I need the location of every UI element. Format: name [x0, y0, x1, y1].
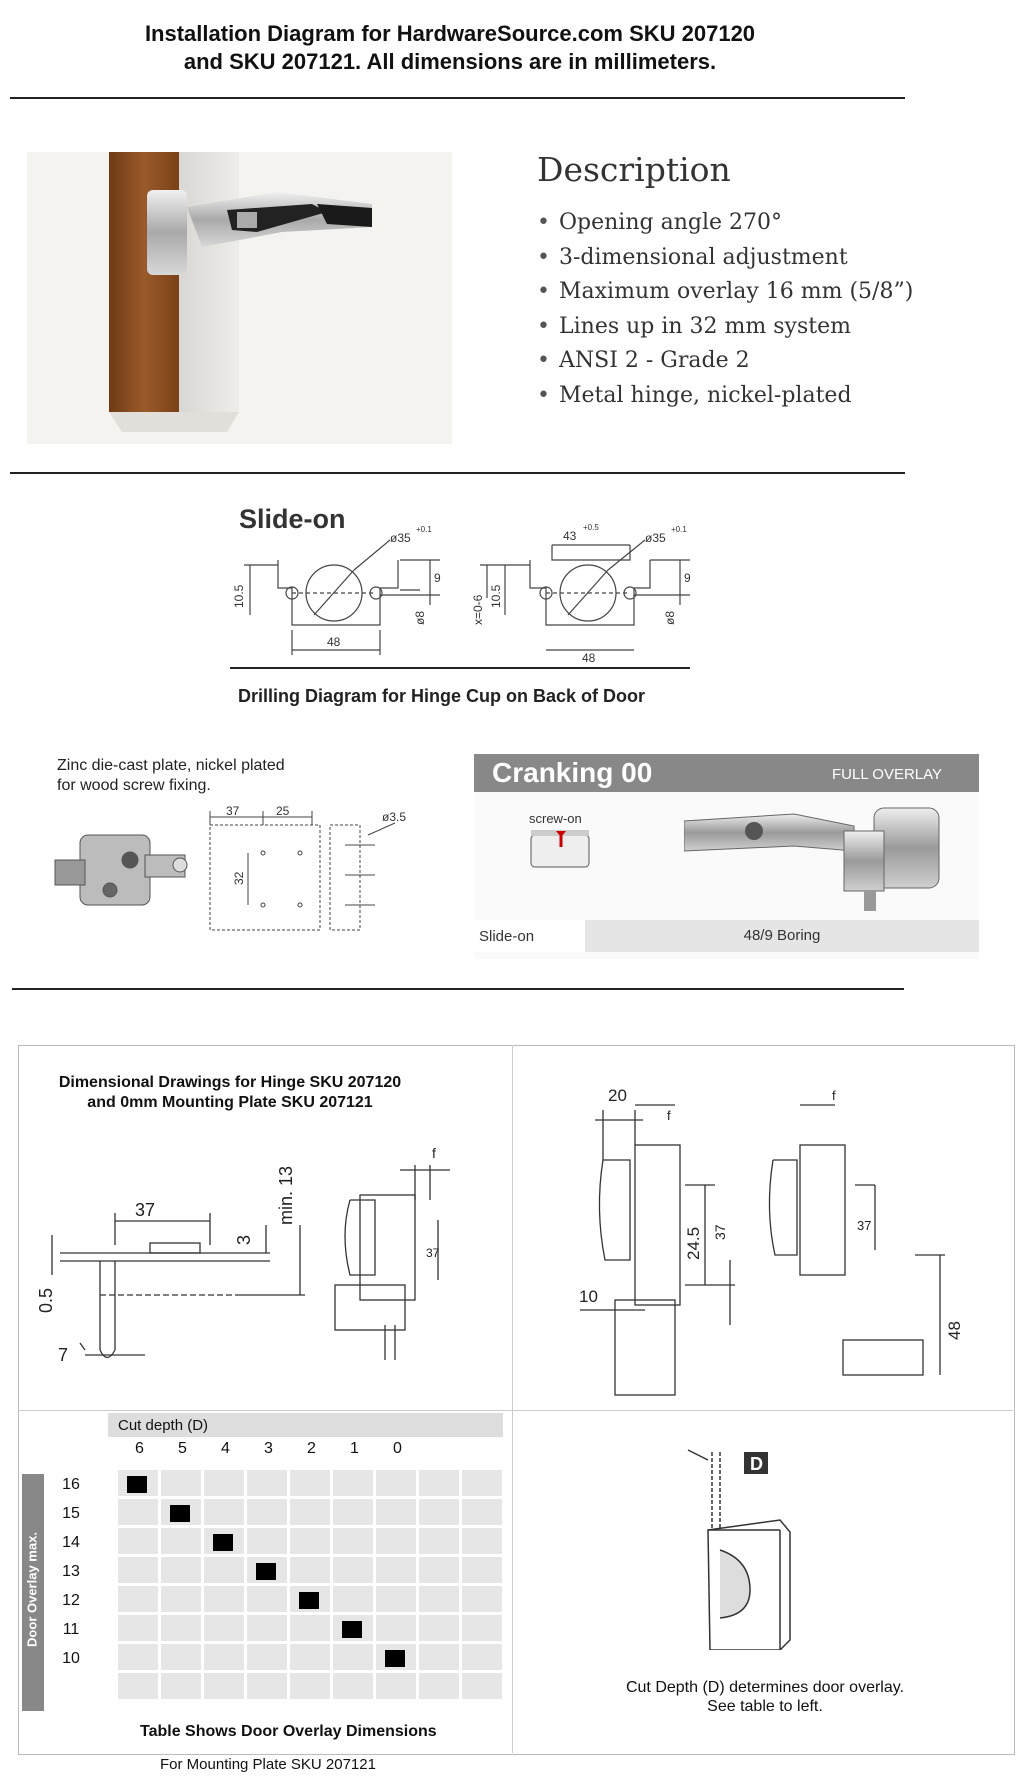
- dim-label: 7: [58, 1345, 69, 1365]
- dim-label: 24.5: [684, 1226, 703, 1260]
- dim-label: ø35: [390, 531, 411, 545]
- dim-label: 0.5: [36, 1287, 56, 1313]
- table-cell: [333, 1586, 373, 1612]
- table-cell: [376, 1499, 416, 1525]
- cut-depth-caption-1: Cut Depth (D) determines door overlay.: [625, 1679, 905, 1696]
- list-item: • Maximum overlay 16 mm (5/8”): [537, 275, 937, 310]
- cranking-header: [474, 754, 979, 792]
- dim-label: +0.1: [671, 525, 687, 534]
- table-cell: [419, 1499, 459, 1525]
- divider: [12, 988, 904, 990]
- plate-dimension-drawing: [30, 1125, 500, 1375]
- table-col-label: 6: [135, 1440, 144, 1457]
- table-caption: Table Shows Door Overlay Dimensions: [140, 1723, 437, 1740]
- dim-label: x=0-6: [471, 594, 485, 625]
- dim-label: 48: [582, 651, 596, 665]
- table-cell: [462, 1557, 502, 1583]
- table-cell: [118, 1615, 158, 1641]
- cut-depth-table: [62, 1440, 503, 1712]
- dim-label: 48: [945, 1321, 964, 1340]
- table-cell: [118, 1644, 158, 1670]
- table-cell: [333, 1615, 373, 1641]
- table-col-label: 3: [264, 1440, 273, 1457]
- dim-label: 48: [327, 635, 341, 649]
- table-cell: [333, 1644, 373, 1670]
- table-col-label: 4: [221, 1440, 230, 1457]
- table-col-header: Cut depth (D): [118, 1417, 209, 1434]
- table-cell: [204, 1470, 244, 1496]
- boring-label: 48/9 Boring: [585, 920, 979, 952]
- table-col-label: 5: [178, 1440, 187, 1457]
- table-cell: [161, 1499, 201, 1525]
- divider: [10, 97, 905, 99]
- table-cell: [290, 1615, 330, 1641]
- cut-depth-caption-2: See table to left.: [707, 1698, 823, 1715]
- table-cell: [204, 1673, 244, 1699]
- table-cell: [462, 1644, 502, 1670]
- table-cell: [290, 1528, 330, 1554]
- table-cell: [247, 1644, 287, 1670]
- table-marker: [299, 1592, 319, 1609]
- slide-on-label: Slide-on: [479, 928, 535, 945]
- dim-label: min. 13: [276, 1165, 296, 1225]
- table-cell: [462, 1615, 502, 1641]
- dimensional-title-2: and 0mm Mounting Plate SKU 207121: [87, 1094, 373, 1111]
- table-cell: [118, 1499, 158, 1525]
- table-cell: [204, 1644, 244, 1670]
- list-item: • 3-dimensional adjustment: [537, 241, 937, 276]
- dimensional-title-1: Dimensional Drawings for Hinge SKU 207120: [58, 1074, 402, 1091]
- table-marker: [385, 1650, 405, 1667]
- table-cell: [462, 1673, 502, 1699]
- table-cell: [376, 1557, 416, 1583]
- cut-depth-d-label: D: [750, 1454, 763, 1474]
- list-item: • Opening angle 270°: [537, 206, 937, 241]
- slide-on-title: Slide-on: [239, 504, 346, 534]
- screw-on-icon: [530, 829, 592, 869]
- table-cell: [204, 1557, 244, 1583]
- dim-label: 37: [712, 1224, 728, 1240]
- dim-label: 37: [426, 1246, 440, 1260]
- table-cell: [290, 1673, 330, 1699]
- table-cell: [204, 1528, 244, 1554]
- table-row-header: Door Overlay max.: [24, 1532, 40, 1647]
- table-cell: [161, 1528, 201, 1554]
- dim-label: f: [667, 1108, 671, 1123]
- table-cell: [376, 1586, 416, 1612]
- plate-text-2: for wood screw fixing.: [57, 777, 211, 794]
- drilling-diagram: [230, 510, 710, 670]
- table-cell: [333, 1470, 373, 1496]
- divider: [10, 472, 905, 474]
- hinge-dimension-drawing: [575, 1070, 975, 1405]
- list-item: • Lines up in 32 mm system: [537, 310, 937, 345]
- hinge-arm-image: [684, 796, 954, 916]
- cut-depth-illustration: [680, 1440, 830, 1650]
- table-cell: [161, 1673, 201, 1699]
- table-cell: [161, 1557, 201, 1583]
- table-cell: [419, 1557, 459, 1583]
- table-cell: [419, 1615, 459, 1641]
- table-marker: [256, 1563, 276, 1580]
- table-row-label: 13: [62, 1563, 80, 1580]
- table-marker: [342, 1621, 362, 1638]
- header-line-1: Installation Diagram for HardwareSource.com SKU 207120: [144, 21, 756, 46]
- dim-label: f: [832, 1088, 836, 1103]
- table-cell: [161, 1644, 201, 1670]
- table-cell: [462, 1528, 502, 1554]
- table-cell: [376, 1644, 416, 1670]
- table-cell: [247, 1470, 287, 1496]
- table-cell: [419, 1644, 459, 1670]
- description-list: [537, 206, 937, 413]
- table-cell: [419, 1673, 459, 1699]
- header-line-2: and SKU 207121. All dimensions are in millimeters.: [183, 49, 717, 74]
- table-cell: [376, 1528, 416, 1554]
- dim-label: 37: [226, 805, 240, 818]
- hinge-photo: [27, 152, 452, 444]
- table-cell: [118, 1528, 158, 1554]
- footer-note: For Mounting Plate SKU 207121: [160, 1756, 376, 1773]
- dim-label: +0.1: [416, 525, 432, 534]
- dim-label: 9: [434, 571, 441, 585]
- table-cell: [333, 1528, 373, 1554]
- drilling-caption: Drilling Diagram for Hinge Cup on Back of Door: [238, 686, 646, 706]
- plate-text-1: Zinc die-cast plate, nickel plated: [57, 757, 285, 774]
- dim-label: ø8: [413, 610, 427, 625]
- table-cell: [247, 1615, 287, 1641]
- page-header: [0, 20, 900, 76]
- table-cell: [161, 1470, 201, 1496]
- dimensional-title: [34, 1073, 426, 1113]
- dim-label: ø35: [645, 531, 666, 545]
- plate-description: [57, 756, 285, 796]
- dim-label: 3: [234, 1234, 254, 1245]
- table-cell: [161, 1615, 201, 1641]
- cranking-title: Cranking 00: [492, 757, 653, 788]
- table-cell: [462, 1586, 502, 1612]
- list-item: • Metal hinge, nickel-plated: [537, 379, 937, 414]
- table-cell: [118, 1586, 158, 1612]
- table-marker: [170, 1505, 190, 1522]
- table-cell: [204, 1499, 244, 1525]
- table-cell: [333, 1673, 373, 1699]
- dim-label: 32: [232, 871, 246, 885]
- dim-label: +0.5: [583, 523, 599, 532]
- table-cell: [419, 1528, 459, 1554]
- dim-label: ø3.5: [382, 810, 407, 824]
- table-cell: [462, 1470, 502, 1496]
- table-marker: [127, 1476, 147, 1493]
- table-cell: [118, 1673, 158, 1699]
- dim-label: 9: [684, 571, 691, 585]
- dim-label: 43: [563, 529, 577, 543]
- cranking-panel: [474, 754, 979, 959]
- dim-label: 37: [857, 1218, 872, 1233]
- table-cell: [462, 1499, 502, 1525]
- table-cell: [161, 1586, 201, 1612]
- table-cell: [333, 1499, 373, 1525]
- table-row-label: 16: [62, 1476, 80, 1493]
- table-cell: [247, 1586, 287, 1612]
- table-col-label: 0: [393, 1440, 402, 1457]
- cranking-subtitle: FULL OVERLAY: [832, 766, 943, 783]
- table-row-label: 15: [62, 1505, 80, 1522]
- cut-depth-caption: [600, 1678, 930, 1716]
- table-row-label: 12: [62, 1592, 80, 1609]
- table-cell: [204, 1586, 244, 1612]
- table-cell: [419, 1586, 459, 1612]
- list-item: • ANSI 2 - Grade 2: [537, 344, 937, 379]
- dim-label: 10.5: [232, 584, 246, 608]
- dim-label: 25: [276, 805, 290, 818]
- table-cell: [419, 1470, 459, 1496]
- dim-label: 20: [608, 1086, 627, 1105]
- table-row-label: 11: [62, 1621, 80, 1638]
- dim-label: f: [432, 1145, 436, 1161]
- table-cell: [247, 1673, 287, 1699]
- table-col-label: 2: [307, 1440, 316, 1457]
- table-cell: [290, 1644, 330, 1670]
- table-cell: [247, 1557, 287, 1583]
- dim-label: 10.5: [489, 584, 503, 608]
- table-cell: [247, 1499, 287, 1525]
- table-row-label: 14: [62, 1534, 80, 1551]
- table-marker: [213, 1534, 233, 1551]
- table-col-label: 1: [350, 1440, 359, 1457]
- table-cell: [376, 1673, 416, 1699]
- table-cell: [204, 1615, 244, 1641]
- description-title: Description: [537, 150, 731, 189]
- dim-label: 37: [135, 1200, 156, 1220]
- dim-label: ø8: [663, 610, 677, 625]
- dim-label: 10: [579, 1287, 598, 1306]
- table-cell: [247, 1528, 287, 1554]
- table-cell: [376, 1470, 416, 1496]
- table-cell: [290, 1470, 330, 1496]
- plate-diagram: [50, 805, 420, 935]
- table-cell: [333, 1557, 373, 1583]
- table-cell: [118, 1557, 158, 1583]
- table-cell: [290, 1499, 330, 1525]
- screw-on-label: screw-on: [529, 811, 582, 826]
- table-cell: [118, 1470, 158, 1496]
- table-row-label: 10: [62, 1650, 80, 1667]
- table-cell: [376, 1615, 416, 1641]
- table-cell: [290, 1586, 330, 1612]
- table-cell: [290, 1557, 330, 1583]
